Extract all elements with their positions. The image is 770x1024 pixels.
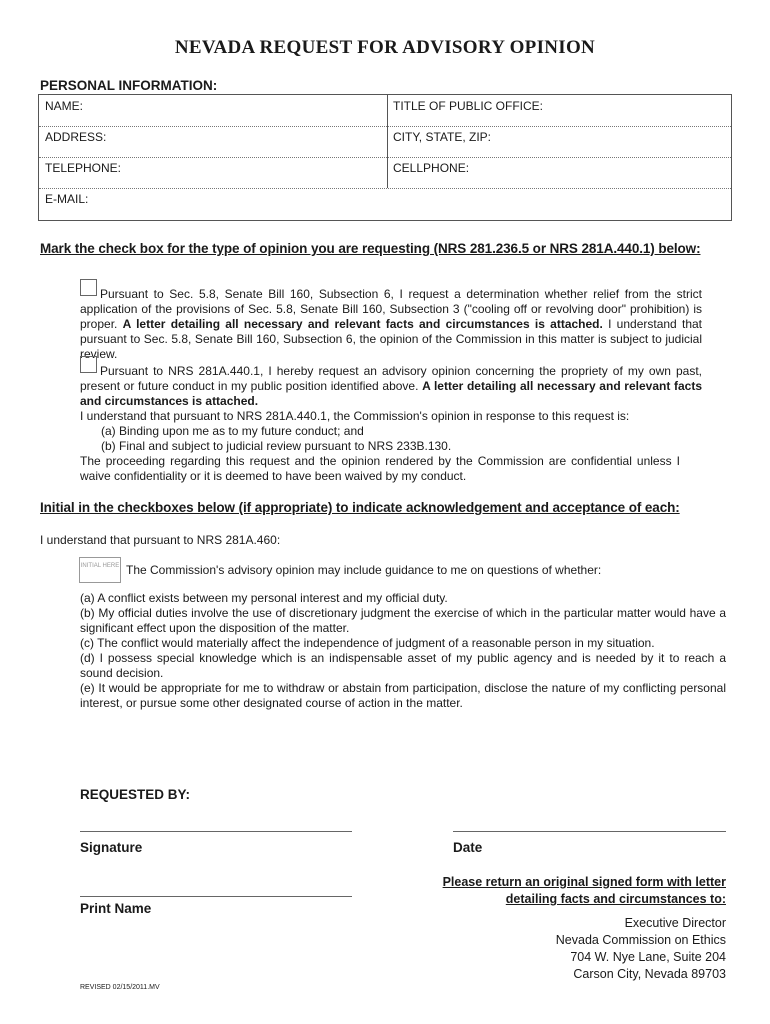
option1-text-a: Pursuant to Sec. 5.8, Senate Bill 160, Subsection 6, I request a determination whether relief from the strict application of the provisions of Sec. 5.8, Senate Bill 160, Subsection 3 ("cooling off or revolving door" prohibition) is proper.	[80, 287, 702, 331]
guidance-item: (b) My official duties involve the use of discretionary judgment the exercise of which in the particular matter would have a significant effect upon the disposition of the matter.	[80, 606, 726, 635]
return-note-line-1: Please return an original signed form with letter	[442, 875, 726, 889]
address-line: Carson City, Nevada 89703	[573, 967, 726, 981]
option2-confidentiality: The proceeding regarding this request and the opinion rendered by the Commission are confidential unless I waive confidentiality or it is deemed to have been waived by my conduct.	[80, 454, 680, 483]
return-note-line-2: detailing facts and circumstances to:	[505, 892, 726, 906]
option2-item-a: (a) Binding upon me as to my future conduct; and	[101, 424, 364, 438]
page-title: NEVADA REQUEST FOR ADVISORY OPINION	[174, 37, 596, 58]
print-name-line[interactable]	[80, 896, 352, 897]
email-field[interactable]: E-MAIL:	[45, 192, 89, 206]
address-line: Executive Director	[624, 916, 726, 930]
name-field[interactable]: NAME:	[45, 99, 84, 113]
city-state-zip-field[interactable]: CITY, STATE, ZIP:	[393, 130, 492, 144]
initial-here-box[interactable]: INITIAL HERE	[79, 557, 121, 583]
option2-text	[80, 364, 702, 409]
address-field[interactable]: ADDRESS:	[45, 130, 107, 144]
address-line: Nevada Commission on Ethics	[555, 933, 726, 947]
option2-text-a: Pursuant to NRS 281A.440.1, I hereby request an advisory opinion concerning the propriety of my own past, present or future conduct in my public position identified above.	[80, 364, 702, 393]
signature-line[interactable]	[80, 831, 352, 832]
opinion-type-heading: Mark the check box for the type of opinion you are requesting (NRS 281.236.5 or NRS 281A.440.1) below:	[40, 241, 701, 256]
guidance-item: (c) The conflict would materially affect the independence of judgment of a reasonable person in my situation.	[80, 636, 655, 650]
option1-text-bold: A letter detailing all necessary and relevant facts and circumstances is attached.	[122, 317, 603, 331]
telephone-row	[39, 157, 731, 189]
email-row	[39, 188, 731, 219]
option1-text-b: I understand that pursuant to Sec. 5.8, Senate Bill 160, Subsection 6, the opinion of the Commission in this matter is subject to judicial review.	[80, 317, 703, 361]
guidance-item: (d) I possess special knowledge which is an indispensable asset of my public agency and is needed by it to reach a sound decision.	[80, 651, 726, 680]
nrs-intro: I understand that pursuant to NRS 281A.460:	[40, 533, 281, 547]
personal-information-heading: PERSONAL INFORMATION:	[40, 78, 218, 93]
option1-text	[80, 287, 702, 362]
address-line: 704 W. Nye Lane, Suite 204	[570, 950, 726, 964]
date-line[interactable]	[453, 831, 726, 832]
personal-information-table	[38, 94, 732, 221]
revision-note: REVISED 02/15/2011.MV	[80, 984, 160, 991]
guidance-items	[80, 591, 726, 711]
option2-item-b: (b) Final and subject to judicial review pursuant to NRS 233B.130.	[101, 439, 452, 453]
cellphone-field[interactable]: CELLPHONE:	[393, 161, 470, 175]
signature-label: Signature	[80, 840, 143, 855]
option2-text-b: I understand that pursuant to NRS 281A.440.1, the Commission's opinion in response to this request is:	[80, 409, 630, 423]
guidance-statement: The Commission's advisory opinion may include guidance to me on questions of whether:	[126, 563, 602, 577]
option2-text-bold: A letter detailing all necessary and relevant facts and circumstances is attached.	[80, 379, 702, 408]
guidance-item: (e) It would be appropriate for me to withdraw or abstain from participation, disclose the nature of my conflicting personal interest, or pursue some other designated course of action in the matter.	[80, 681, 726, 710]
print-name-label: Print Name	[80, 901, 152, 916]
address-row	[39, 126, 731, 158]
date-label: Date	[453, 840, 483, 855]
initial-heading: Initial in the checkboxes below (if appropriate) to indicate acknowledgement and acceptance of each:	[40, 500, 680, 515]
guidance-item: (a) A conflict exists between my personal interest and my official duty.	[80, 591, 448, 605]
telephone-field[interactable]: TELEPHONE:	[45, 161, 122, 175]
title-of-public-office-field[interactable]: TITLE OF PUBLIC OFFICE:	[393, 99, 544, 113]
mailing-address	[556, 915, 726, 983]
requested-by-label: REQUESTED BY:	[80, 787, 191, 802]
return-instructions	[443, 874, 726, 908]
name-row	[39, 95, 731, 127]
